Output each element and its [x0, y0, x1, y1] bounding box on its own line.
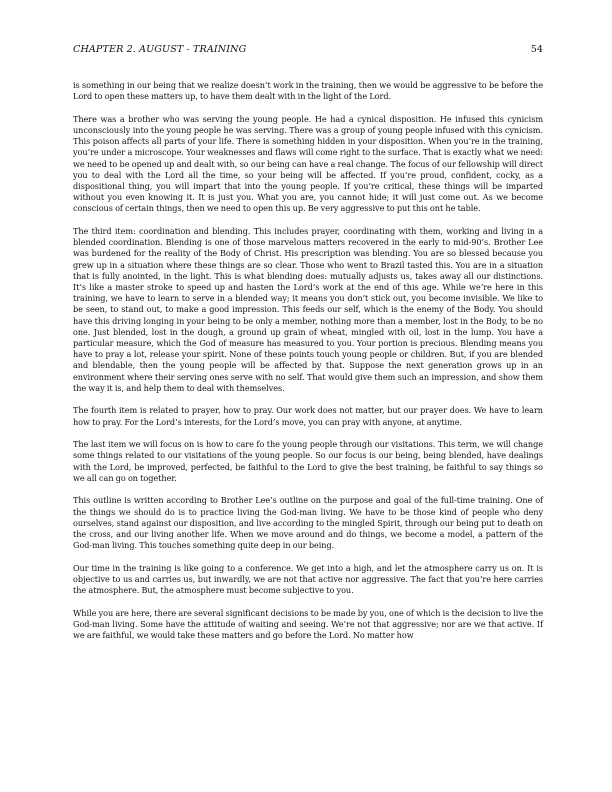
paragraph-decisions: While you are here, there are several significant decisions to be made by you, one of which is the decision to live the God-man living. Some have the attitude of waiting and seeing. We’re not that aggressive; nor are we that active. If we are faithful, we would take these matters and go before the Lord. No matter how: [73, 607, 543, 641]
paragraph-god-man-living: This outline is written according to Brother Lee’s outline on the purpose and goal of the full-time training. One of the things we should do is to practice living the God-man living. We have to be those kind of people who deny ourselves, stand against our disposition, and live according to the mingled Spirit, through our being put to death on the cross, and our living another life. When we move around and do things, we become a model, a pattern of the God-man living. This touches something quite deep in our being.: [73, 495, 543, 551]
paragraph-prayer: The fourth item is related to prayer, how to pray. Our work does not matter, but our prayer does. We have to learn how to pray. For the Lord’s interests, for the Lord’s move, you can pray with anyone, at anytime.: [73, 405, 543, 427]
paragraph-cynical-disposition: There was a brother who was serving the young people. He had a cynical disposition. He infused this cynicism unconsciously into the young people he was serving. There was a group of young people infused with this cynicism. This poison affects all parts of your life. There is something hidden in your disposition. When you’re in the training, you’re under a microscope. Your weaknesses and flaws will come right to the surface. That is exactly what we need: we need to be opened up and dealt with, so our being can have a real change. The focus of our fellowship will direct you to deal with the Lord all the time, so your being will be affected. If you’re proud, confident, cocky, as a dispositional thing, you will impart that into the young people. If you’re critical, these things will be imparted without you even knowing it. It is just you. What you are, you cannot hide; it will just come out. As we become conscious of certain things, then we need to open this up. Be very aggressive to put this ont he table.: [73, 113, 543, 214]
running-header: [73, 44, 543, 58]
paragraph-coordination-blending: The third item: coordination and blending. This includes prayer, coordinating with them, working and living in a blended coordination. Blending is one of those marvelous matters recovered in the early to mid-90’s. Brother Lee was burdened for the reality of the Body of Christ. His prescription was blending. You are so blessed because you grew up in a situation where these things are so clear. Those who went to Brazil tasted this. You are in a situation that is fully anointed, in the light. This is what blending does: mutually adjusts us, takes away all our distinctions. It’s like a master stroke to speed up and hasten the Lord’s work at the end of this age. While we’re here in this training, we have to learn to serve in a blended way; it means you don’t stick out, you become invisible. We like to be seen, to stand out, to make a good impression. This feeds our self, which is the enemy of the Body. You should have this driving longing in your being to be only a member, nothing more than a member, lost in the Body, to be no one. Just blended, lost in the dough, a ground up grain of wheat, mingled with oil, lost in the lump. You have a particular measure, which the God of measure has measured to you. Your portion is precious. Blending means you have to pray a lot, release your spirit. None of these points touch young people or children. But, if you are blended and blendable, then the young people will be affected by that. Suppose the next generation grows up in an environment where their serving ones serve with no self. That would give them such an impression, and show them the way it is, and help them to deal with themselves.: [73, 226, 543, 393]
document-page: [73, 44, 543, 641]
chapter-title: CHAPTER 2. AUGUST - TRAINING: [73, 44, 247, 55]
body-text: [73, 80, 543, 641]
paragraph-continuation: is something in our being that we realize doesn’t work in the training, then we would be aggressive to be before the Lord to open these matters up, to have them dealt with in the light of the Lord.: [73, 80, 543, 102]
page-number: 54: [530, 44, 543, 55]
paragraph-conference: Our time in the training is like going to a conference. We get into a high, and let the atmosphere carry us on. It is objective to us and carries us, but inwardly, we are not that active nor aggressive. The fact that you’re here carries the atmosphere. But, the atmosphere must become subjective to you.: [73, 562, 543, 596]
paragraph-visitations: The last item we will focus on is how to care fo the young people through our visitations. This term, we will change some things related to our visitations of the young people. So our focus is our being, being blended, have dealings with the Lord, be improved, perfected, be faithful to the Lord to give the best training, be faithful to say things so we all can go on together.: [73, 439, 543, 483]
